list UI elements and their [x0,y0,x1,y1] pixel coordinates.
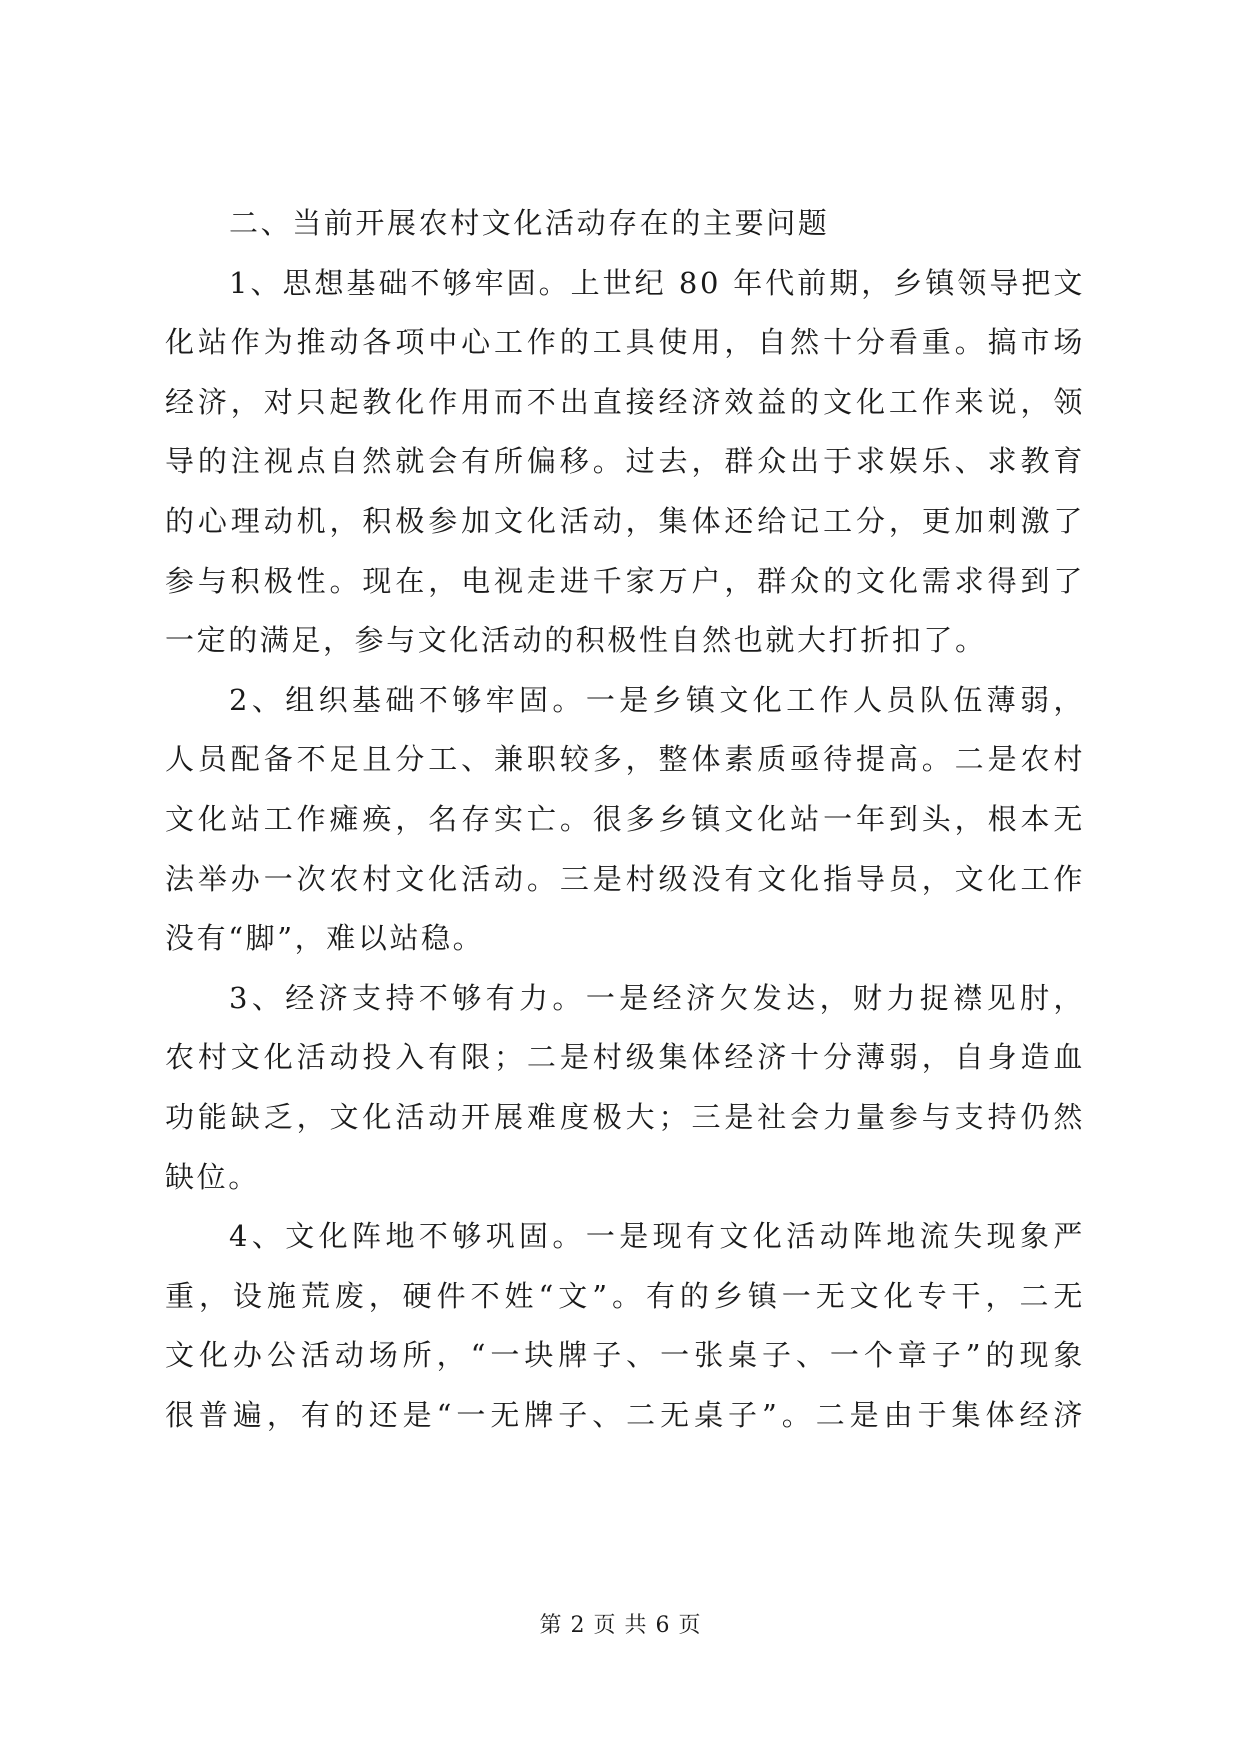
paragraph-line: 没有“脚”，难以站稳。 [165,921,485,956]
paragraph-line: 很普遍，有的还是“一无牌子、二无桌子”。二是由于集体经济 [165,1397,1085,1432]
paragraph-line: 4、文化阵地不够巩固。一是现有文化活动阵地流失现象严 [229,1219,1085,1254]
paragraph-line: 化站作为推动各项中心工作的工具使用，自然十分看重。搞市场 [165,325,1085,360]
paragraph-line: 文化办公活动场所，“一块牌子、一张桌子、一个章子”的现象 [165,1338,1085,1373]
paragraph-line: 经济，对只起教化作用而不出直接经济效益的文化工作来说，领 [165,384,1085,419]
paragraph-line: 1、思想基础不够牢固。上世纪 80 年代前期，乡镇领导把文 [229,265,1085,300]
section-heading: 二、当前开展农村文化活动存在的主要问题 [229,206,830,240]
paragraph-line: 的心理动机，积极参加文化活动，集体还给记工分，更加刺激了 [165,503,1085,538]
paragraph-line: 重，设施荒废，硬件不姓“文”。有的乡镇一无文化专干，二无 [165,1278,1085,1313]
body-text [165,194,1085,1445]
page-number-footer: 第 2 页 共 6 页 [539,1613,702,1638]
paragraph-line: 农村文化活动投入有限；二是村级集体经济十分薄弱，自身造血 [165,1040,1085,1075]
paragraph-line: 缺位。 [165,1159,260,1194]
paragraph-line: 文化站工作瘫痪，名存实亡。很多乡镇文化站一年到头，根本无 [165,801,1085,836]
paragraph-line: 法举办一次农村文化活动。三是村级没有文化指导员，文化工作 [165,861,1085,896]
paragraph-line: 人员配备不足且分工、兼职较多，整体素质亟待提高。二是农村 [165,742,1085,777]
paragraph-line: 3、经济支持不够有力。一是经济欠发达，财力捉襟见肘， [229,980,1085,1015]
paragraph-line: 功能缺乏，文化活动开展难度极大；三是社会力量参与支持仍然 [165,1099,1085,1134]
paragraph-line: 参与积极性。现在，电视走进千家万户，群众的文化需求得到了 [165,563,1085,598]
paragraph-line: 导的注视点自然就会有所偏移。过去，群众出于求娱乐、求教育 [165,444,1085,479]
paragraph-line: 2、组织基础不够牢固。一是乡镇文化工作人员队伍薄弱， [229,682,1085,717]
paragraph-line: 一定的满足，参与文化活动的积极性自然也就大打折扣了。 [165,623,987,658]
